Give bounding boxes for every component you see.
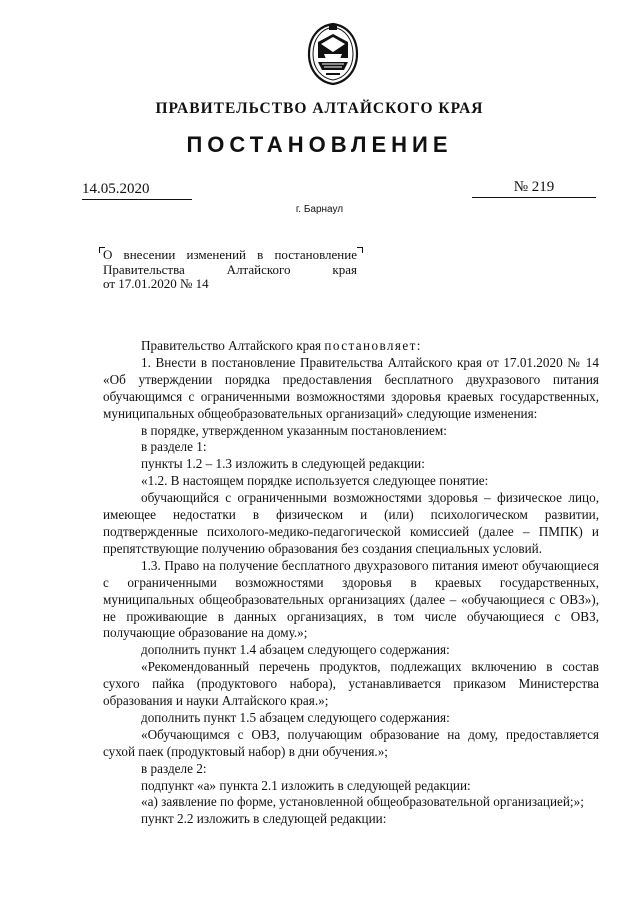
body-paragraph: дополнить пункт 1.4 абзацем следующего содержания: <box>141 642 450 658</box>
document-date: 14.05.2020 <box>82 181 192 200</box>
intro-paragraph <box>103 338 599 355</box>
coat-of-arms-emblem <box>304 22 362 86</box>
subject-line: от 17.01.2020 № 14 <box>103 276 209 291</box>
government-name: ПРАВИТЕЛЬСТВО АЛТАЙСКОГО КРАЯ <box>155 100 484 117</box>
body-paragraph: «а) заявление по форме, установленной общеобразовательной организацией;»; <box>141 794 584 810</box>
body-paragraph: пункты 1.2 – 1.3 изложить в следующей редакции: <box>141 456 425 472</box>
body-paragraph: 1. Внести в постановление Правительства Алтайского края от 17.01.2020 № 14 «Об утверждении порядка предоставления бесплатного двухразового питания обучающимся с ограниченными возможностями здоровья краевых государственных, муниципальных общеобразовательных организаций» следующие изменения: <box>103 354 599 421</box>
body-paragraph: «Обучающимся с ОВЗ, получающим образование на дому, предоставляется сухой паек (продуктовый набор) в дни обучения.»; <box>103 726 599 759</box>
body-paragraph: подпункт «а» пункта 2.1 изложить в следующей редакции: <box>141 777 471 793</box>
intro-subject: Правительство Алтайского края <box>141 338 325 353</box>
document-city: г. Барнаул <box>295 204 344 215</box>
document-number: № 219 <box>472 179 596 198</box>
body-paragraph: в разделе 2: <box>141 760 207 776</box>
body-paragraph: пункт 2.2 изложить в следующей редакции: <box>141 811 387 827</box>
subject-line: Правительства Алтайского края <box>103 261 357 277</box>
body-paragraph: «Рекомендованный перечень продуктов, подлежащих включению в состав сухого пайка (продуктового набора), устанавливается приказом Министерства образования и науки Алтайского края.»; <box>103 659 599 709</box>
document-type-title: ПОСТАНОВЛЕНИЕ <box>186 132 453 157</box>
body-paragraph: «1.2. В настоящем порядке используется следующее понятие: <box>141 473 489 489</box>
body-paragraph: в разделе 1: <box>141 439 207 455</box>
intro-verb: постановляет: <box>324 338 422 353</box>
body-paragraph: 1.3. Право на получение бесплатного двухразового питания имеют обучающиеся с ограниченными возможностями здоровья в краевых государственных, муниципальных общеобразовательных организациях (далее – «обучающиеся с ОВЗ»), не проживающие в данных организациях, в том числе обучающиеся с ОВЗ, получающие образование на дому.»; <box>103 557 599 641</box>
subject-line: О внесении изменений в постановление <box>103 247 357 262</box>
document-subject <box>103 248 357 292</box>
subject-right-corner-mark <box>357 247 363 253</box>
document-body <box>103 338 599 828</box>
body-paragraph: обучающийся с ограниченными возможностями здоровья – физическое лицо, имеющее недостатки в физическом и (или) психологическом развитии, подтвержденные психолого-медико-педагогической комиссией (далее – ПМПК) и препятствующие получению образования без создания специальных условий. <box>103 490 599 556</box>
subject-left-corner-mark <box>99 247 105 253</box>
body-paragraph: дополнить пункт 1.5 абзацем следующего содержания: <box>141 709 450 725</box>
body-paragraph: в порядке, утвержденном указанным постановлением: <box>141 422 447 438</box>
